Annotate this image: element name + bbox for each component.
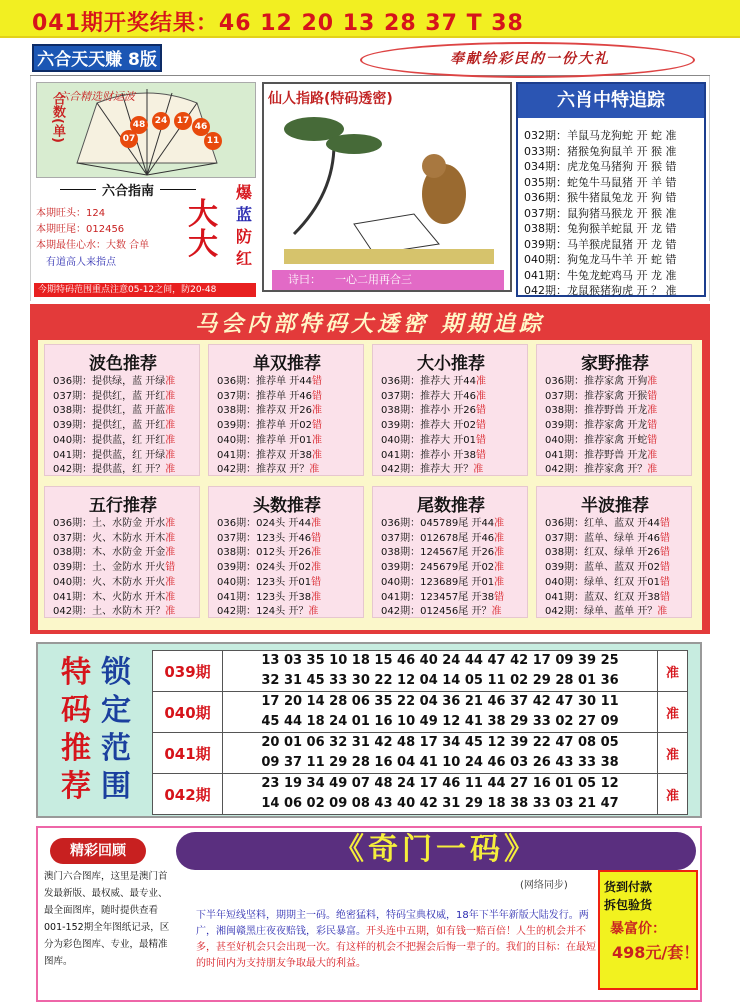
list-item: 037期：蓝单、绿单 开46错 [545,532,670,544]
fan-ball: 17 [174,112,192,130]
tema-text: 特 码 推 荐 [61,655,91,804]
fan-ball: 11 [204,132,222,150]
zhuizong-title: 六肖中特追踪 [518,84,704,118]
card-list [217,517,321,620]
fan-ball: 48 [130,116,148,134]
list-item: 040期：狗兔龙马牛羊 开 蛇 错 [524,253,677,266]
notice-bar: 今期特码范围重点注意05-12之间，防20-48 [34,283,256,297]
price-value: 498元/套！ [612,943,700,962]
card-title: 尾数推荐 [417,496,485,516]
card-title: 波色推荐 [89,354,157,374]
card-title: 头数推荐 [253,496,321,516]
source-note: (网络同步) [520,880,568,891]
list-item: 036期：045789尾 开44准 [381,518,505,529]
list-item: 038期：推荐小 开26错 [381,405,486,417]
list-item: 042期：提供蓝，红 开？准 [53,464,176,476]
list-item: 039期：推荐单 开02错 [217,420,322,432]
list-item: 038期：124567尾 开26准 [381,547,505,559]
card-title: 半波推荐 [581,496,649,516]
card-list [53,517,175,620]
list-item: 039期：推荐家禽 开龙错 [545,420,658,432]
list-item: 040期：123头 开01错 [217,576,322,588]
list-item: 036期：推荐大 开44准 [381,376,486,387]
recommend-grid [38,340,702,630]
list-item: 038期：推荐双 开26准 [217,405,322,417]
recommend-banner: 马会内部特码大透密 期期追踪 [195,311,545,337]
card-title: 五行推荐 [89,496,157,516]
list-item: 039期：推荐大 开02错 [381,420,486,432]
logo: 六合天天赚 8版 [32,44,162,72]
list-item: 039期：024头 开02准 [217,562,322,574]
list-item: 037期：提供红，蓝 开红准 [53,390,176,402]
list-item: 038期：兔狗猴羊蛇鼠 开 龙 错 [524,222,677,235]
list-item: 037期：123头 开46错 [217,532,322,544]
big-text: 大 大 [188,197,218,262]
card-list [545,517,670,620]
card-bose [44,344,200,476]
list-item: 041期：蓝双、红双 开38错 [545,591,670,603]
list-item: 038期：红双、绿单 开26错 [545,547,670,559]
card-daxiao [372,344,528,476]
monkey-chess-illustration [264,84,510,290]
guide-title: 六合指南 [60,180,240,199]
list-item: 042期：推荐大 开？准 [381,464,484,476]
card-list [217,375,322,478]
list-item: 033期：猪猴兔狗鼠羊 开 猴 准 [524,144,677,158]
lock-table [152,650,688,815]
xianren-panel [262,82,512,292]
list-item: 041期：木、火防水 开木准 [53,591,176,603]
card-title: 单双推荐 [253,354,321,374]
card-jiaye [536,344,692,476]
table-row: 042期 23 19 34 49 07 48 24 17 46 11 44 27 16 01 05 12 14 06 02 09 08 43 40 42 31 29 18 38 33 03 21 47 准 [153,774,688,815]
list-item: 041期：牛兔龙蛇鸡马 开 龙 准 [524,268,677,282]
review-label: 精彩回顾 [50,838,146,864]
slogan: 奉献给彩民的一份大礼 [450,51,610,67]
list-item: 041期：提供蓝，红 开绿准 [53,449,176,461]
list-item: 042期：推荐家禽 开？准 [545,464,658,476]
list-item: 036期：猴牛猪鼠兔龙 开 狗 错 [524,191,677,204]
list-item: 036期：土、水防金 开水准 [53,518,176,529]
poem-bar: 诗曰： 一心二用再合三 [272,270,504,290]
list-item: 041期：推荐小 开38错 [381,449,486,461]
list-item: 040期：提供蓝，红 开红准 [53,434,176,446]
card-list [381,517,504,620]
fan-ball: 07 [120,130,138,148]
list-item: 040期：推荐单 开01准 [217,434,322,446]
list-item: 039期：蓝单、蓝双 开02错 [545,562,670,574]
list-item: 042期：绿单、蓝单 开？准 [545,606,668,618]
card-title: 家野推荐 [581,354,649,374]
list-item: 038期：提供红，蓝 开蓝准 [53,405,176,417]
fan-ball: 46 [192,118,210,136]
list-item: 038期：012头 开26准 [217,547,322,559]
list-item: 040期：火、木防水 开火准 [53,576,176,588]
list-item: 039期：土、金防水 开火错 [53,562,176,574]
list-item: 037期：推荐家禽 开猴错 [545,390,658,402]
list-item: 042期：推荐双 开？准 [217,464,320,476]
list-item: 036期：推荐家禽 开狗准 [545,376,658,387]
list-item: 040期：绿单、红双 开01错 [545,576,670,588]
guide-note: 有道高人来指点 [46,257,116,268]
zhuizong-list [524,128,677,299]
fan-words: 六合精选财运波 [58,90,135,103]
list-item: 038期：推荐野兽 开龙准 [545,405,658,417]
table-row: 039期 13 03 35 10 18 15 46 40 24 44 47 42 17 09 39 25 32 31 45 33 30 22 12 04 14 05 11 02 29 28 01 36 准 [153,651,688,692]
list-item: 040期：123689尾 开01准 [381,576,505,588]
list-item: 035期：蛇兔牛马鼠猪 开 羊 错 [524,175,677,189]
list-item: 037期：012678尾 开46准 [381,532,505,544]
list-item: 037期：推荐大 开46准 [381,390,486,402]
table-row: 040期 17 20 14 28 06 35 22 04 36 21 46 37 42 47 30 11 45 44 18 24 01 16 10 49 12 41 38 29 33 02 27 09 准 [153,692,688,733]
list-item: 036期：提供绿，蓝 开绿准 [53,376,176,387]
list-item: 032期：羊鼠马龙狗蛇 开 蛇 准 [524,129,677,142]
list-item: 041期：推荐野兽 开龙准 [545,449,658,461]
suoding-text: 锁 定 范 围 [101,655,131,804]
ad-text: 下半年短线坚料，期期主一码。绝密猛料，特码宝典权威，18年下半年新版大陆发行。两广，湘闽赣黑庄夜夜赔钱，彩民暴富。开头连中五期，如有钱一赔百倍！人生的机会并不多，甚至好机会只会出现一次。有这样的机会不把握会后悔一辈子的。我们的目标：在最短的时间内为支持朋友争取最大的利益。 [196,910,596,969]
list-item: 037期：推荐单 开46错 [217,390,322,402]
list-item: 037期：鼠狗猪马猴龙 开 猴 准 [524,206,677,220]
list-item: 041期：123头 开38准 [217,591,322,603]
guide-stats: 本期旺头：124 本期旺尾：012456 本期最佳心水：大数 合单 [36,208,150,251]
bao-lan-text: 爆 蓝 防 红 [235,183,252,268]
qimen-title: 《奇门一码》 [334,832,538,867]
list-item: 040期：推荐家禽 开蛇错 [545,434,658,446]
list-item: 040期：推荐大 开01错 [381,434,486,446]
list-item: 038期：木、水防金 开金准 [53,547,176,559]
list-item: 042期：土、水防木 开？准 [53,606,176,618]
list-item: 041期：推荐双 开38准 [217,449,322,461]
card-toushu [208,486,364,618]
list-item: 039期：马羊猴虎鼠猪 开 龙 错 [524,237,677,251]
card-list [53,375,175,478]
review-text: 澳门六合图库，这里是澳门首发最新版、最权威、最专业、最全面图库，随时提供查看001-152期全年图纸记录，区分为彩色图库、专业，最精准图库。 [44,871,170,967]
list-item: 042期：012456尾 开？准 [381,606,502,618]
list-item: 036期：024头 开44准 [217,518,322,529]
card-title: 大小推荐 [417,354,485,374]
list-item: 036期：红单、蓝双 开44错 [545,518,670,529]
card-banbo [536,486,692,618]
heshu-label: 合数(单) [50,92,65,143]
xianren-title: 仙人指路(特码透密) [268,91,393,107]
list-item: 039期：245679尾 开02准 [381,562,505,574]
fan-ball: 24 [152,112,170,130]
page-title: 041期开奖结果：46 12 20 13 28 37 T 38 [32,11,524,36]
list-item: 039期：提供红，蓝 开红准 [53,420,176,432]
pay-line: 拆包验货 [604,898,653,912]
list-item: 036期：推荐单 开44错 [217,376,322,387]
list-item: 034期：虎龙兔马猪狗 开 猴 错 [524,160,677,173]
card-danshuang [208,344,364,476]
table-row: 041期 20 01 06 32 31 42 48 17 34 45 12 39 22 47 08 05 09 37 11 29 28 16 04 41 10 24 46 03 26 43 33 38 准 [153,733,688,774]
card-wuxing [44,486,200,618]
card-list [545,375,657,478]
price-label: 暴富价： [610,921,666,937]
card-weishu [372,486,528,618]
list-item: 042期：龙鼠猴猪狗虎 开 ？ 准 [524,284,677,297]
list-item: 041期：123457尾 开38错 [381,591,505,603]
list-item: 042期：124头 开？准 [217,606,319,618]
list-item: 037期：火、木防水 开木准 [53,532,176,544]
pay-line: 货到付款 [604,880,653,894]
card-list [381,375,486,478]
